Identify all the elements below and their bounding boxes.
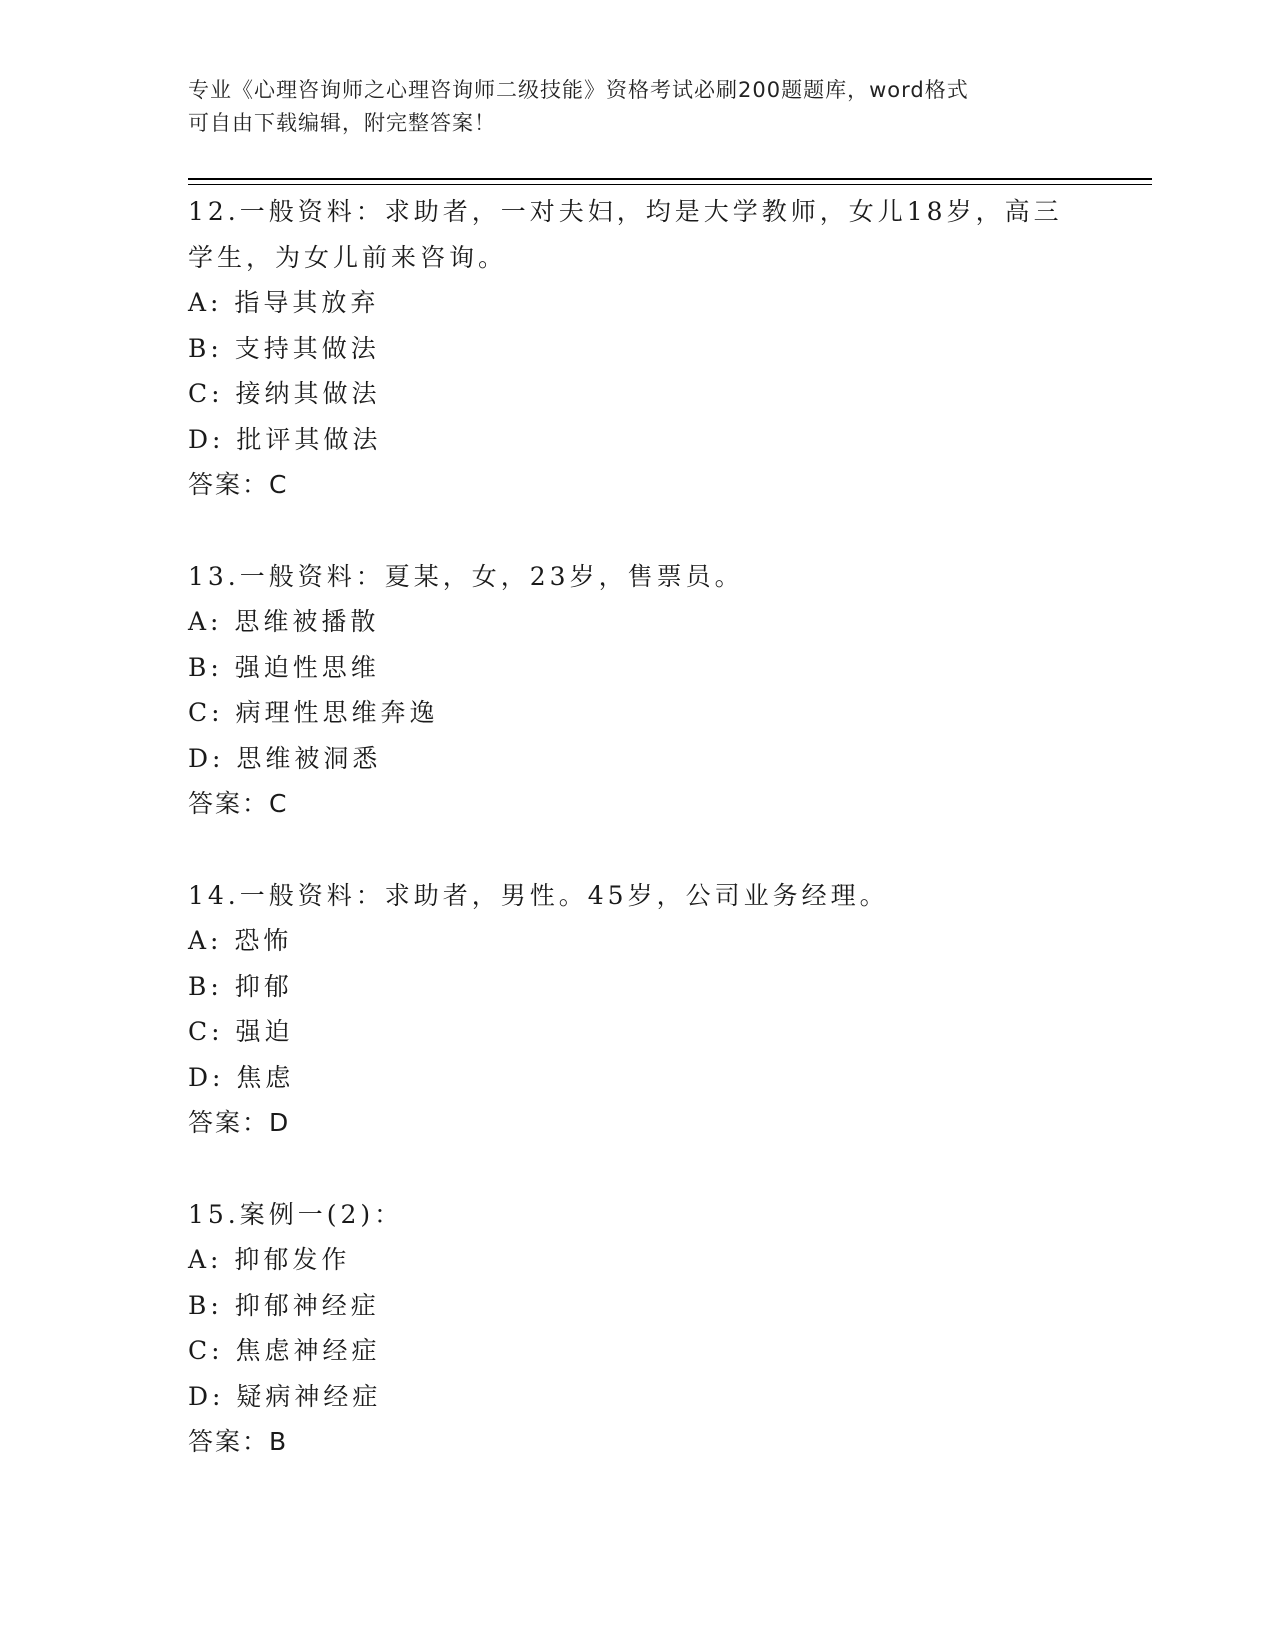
- option-d: D: 思维被洞悉: [188, 743, 382, 773]
- header-divider-thin: [188, 184, 1152, 185]
- question-stem: 15.案例一(2)：: [188, 1199, 404, 1229]
- option-a: A: 抑郁发作: [188, 1245, 351, 1274]
- question-list: [188, 189, 1088, 1465]
- option-d: D: 焦虑: [188, 1062, 295, 1092]
- question-stem: 13.一般资料：夏某，女，23岁，售票员。: [188, 561, 744, 591]
- question-14: [188, 873, 1088, 1146]
- header-title-line1: 专业《心理咨询师之心理咨询师二级技能》资格考试必刷200题题库，word格式: [188, 78, 969, 102]
- answer: 答案：D: [188, 1108, 291, 1137]
- document-header: [188, 74, 1088, 140]
- answer: 答案：C: [188, 789, 289, 818]
- option-b: B: 抑郁神经症: [188, 1290, 380, 1320]
- question-12: [188, 189, 1088, 508]
- option-d: D: 批评其做法: [188, 424, 382, 454]
- answer: 答案：C: [188, 470, 289, 499]
- question-stem: 12.一般资料：求助者，一对夫妇，均是大学教师，女儿18岁，高三学生，为女儿前来咨询。: [188, 197, 1063, 272]
- option-a: A: 恐怖: [188, 926, 293, 955]
- option-b: B: 强迫性思维: [188, 652, 380, 682]
- question-15: [188, 1192, 1088, 1465]
- option-c: C: 接纳其做法: [188, 379, 381, 408]
- header-divider-thick: [188, 178, 1152, 180]
- option-c: C: 强迫: [188, 1017, 294, 1046]
- option-c: C: 焦虑神经症: [188, 1336, 381, 1365]
- answer: 答案：B: [188, 1427, 289, 1456]
- option-a: A: 思维被播散: [188, 607, 380, 636]
- option-b: B: 抑郁: [188, 971, 293, 1001]
- header-title-line2: 可自由下载编辑，附完整答案！: [188, 111, 496, 135]
- option-b: B: 支持其做法: [188, 333, 380, 363]
- question-stem: 14.一般资料：求助者，男性。45岁，公司业务经理。: [188, 880, 889, 910]
- option-d: D: 疑病神经症: [188, 1381, 382, 1411]
- option-a: A: 指导其放弃: [188, 288, 380, 317]
- option-c: C: 病理性思维奔逸: [188, 698, 439, 727]
- question-13: [188, 554, 1088, 827]
